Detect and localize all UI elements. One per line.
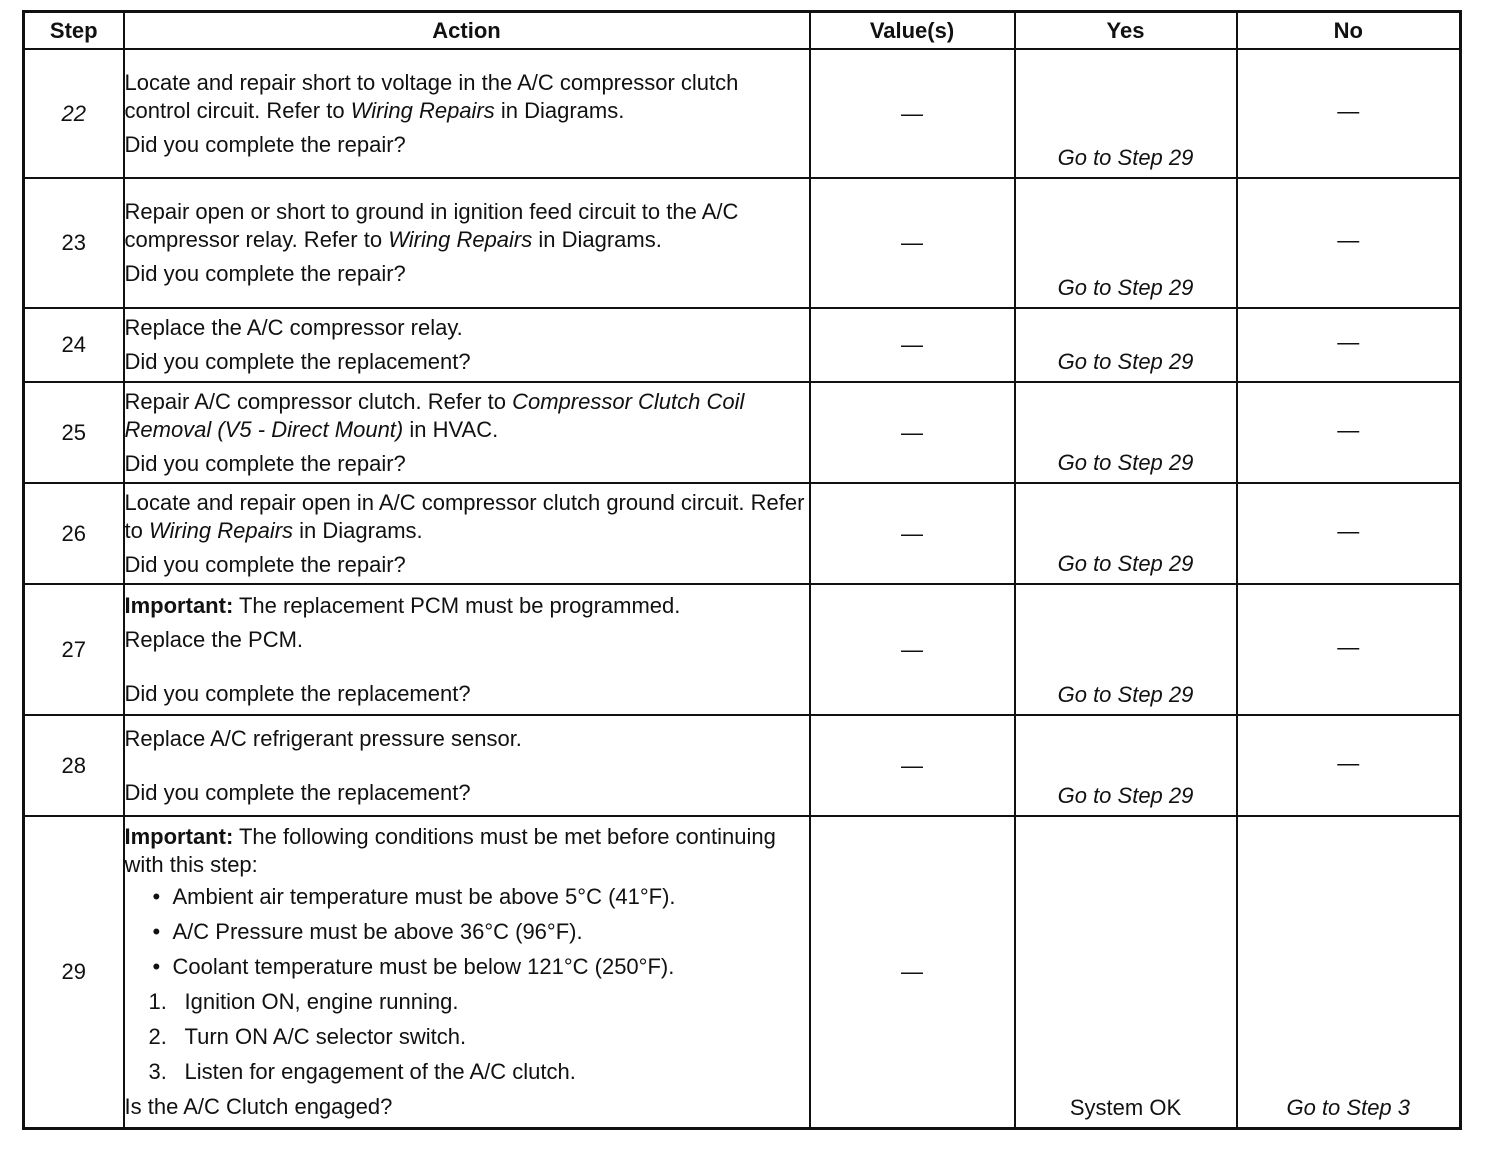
- no-result: —: [1337, 633, 1360, 659]
- value-cell: —: [810, 483, 1015, 584]
- yes-cell: [1015, 483, 1237, 584]
- value-cell: —: [810, 715, 1015, 816]
- action-question: Did you complete the replacement?: [124, 680, 471, 706]
- yes-result: Go to Step 29: [1057, 551, 1194, 576]
- condition-list: [125, 883, 809, 981]
- no-result: —: [1337, 329, 1360, 355]
- table-row: [24, 308, 1461, 382]
- action-cell: [124, 483, 810, 584]
- list-item: • Coolant temperature must be below 121°C (250°F).: [149, 953, 809, 981]
- value-cell: —: [810, 816, 1015, 1128]
- table-header-row: [24, 12, 1461, 50]
- no-cell: [1237, 715, 1461, 816]
- yes-result: Go to Step 29: [1057, 783, 1194, 808]
- header-step: Step: [24, 12, 124, 50]
- action-question: Did you complete the repair?: [124, 261, 406, 286]
- action-text: [125, 198, 809, 254]
- list-text: Turn ON A/C selector switch.: [184, 1023, 467, 1049]
- yes-result: Go to Step 29: [1057, 145, 1194, 170]
- important-label: Important:: [124, 823, 234, 849]
- no-cell: [1237, 816, 1461, 1128]
- reference-link: Wiring Repairs: [388, 227, 533, 252]
- list-item: • A/C Pressure must be above 36°C (96°F).: [149, 918, 809, 946]
- yes-result: Go to Step 29: [1057, 275, 1194, 300]
- yes-cell: [1015, 178, 1237, 308]
- action-question: Is the A/C Clutch engaged?: [124, 1093, 393, 1119]
- action-cell: [124, 816, 810, 1128]
- no-result: —: [1337, 97, 1360, 123]
- step-number: 29: [24, 816, 124, 1128]
- header-no: No: [1237, 12, 1461, 50]
- no-result: —: [1337, 227, 1360, 253]
- list-number: 3.: [148, 1058, 167, 1084]
- action-cell: [124, 308, 810, 382]
- value-cell: —: [810, 49, 1015, 178]
- step-number: 27: [24, 584, 124, 715]
- action-cell: [124, 382, 810, 483]
- no-cell: [1237, 483, 1461, 584]
- header-action: Action: [124, 12, 810, 50]
- header-values: Value(s): [810, 12, 1015, 50]
- action-question: Did you complete the repair?: [124, 450, 406, 476]
- value-cell: —: [810, 382, 1015, 483]
- list-item: [149, 1023, 809, 1051]
- yes-cell: [1015, 816, 1237, 1128]
- table-row: [24, 715, 1461, 816]
- no-cell: [1237, 49, 1461, 178]
- no-cell: [1237, 178, 1461, 308]
- action-text: [125, 388, 809, 444]
- step-number: 24: [24, 308, 124, 382]
- action-instruction: Repair open or short to ground in ignition feed circuit to the A/C compressor relay. Refer to: [124, 199, 739, 252]
- value-cell: —: [810, 584, 1015, 715]
- table-row: [24, 178, 1461, 308]
- yes-cell: [1015, 584, 1237, 715]
- list-item: • Ambient air temperature must be above 5°C (41°F).: [149, 883, 809, 911]
- action-text: Replace the A/C compressor relay.: [124, 315, 463, 340]
- step-number: 22: [24, 49, 124, 178]
- step-number: 28: [24, 715, 124, 816]
- no-cell: [1237, 584, 1461, 715]
- list-item: [149, 1058, 809, 1086]
- list-text: Listen for engagement of the A/C clutch.: [184, 1058, 576, 1084]
- reference-link: Wiring Repairs: [148, 517, 294, 543]
- action-instruction: Repair A/C compressor clutch. Refer to: [124, 388, 513, 414]
- action-question: Did you complete the repair?: [124, 551, 406, 577]
- action-instruction-tail: in Diagrams.: [532, 227, 662, 252]
- step-number: 23: [24, 178, 124, 308]
- value-cell: —: [810, 308, 1015, 382]
- action-instruction: Locate and repair short to voltage in the A/C compressor clutch control circuit. Refer to: [124, 69, 739, 123]
- action-text: [125, 489, 809, 545]
- no-result: —: [1337, 517, 1360, 543]
- table-row: [24, 49, 1461, 178]
- procedure-list: [125, 988, 809, 1086]
- action-cell: [124, 49, 810, 178]
- diagnostic-table-page: [22, 10, 1459, 1130]
- action-question: Did you complete the replacement?: [124, 349, 471, 374]
- important-text: The replacement PCM must be programmed.: [233, 592, 681, 618]
- action-cell: [124, 584, 810, 715]
- no-cell: [1237, 308, 1461, 382]
- yes-cell: [1015, 715, 1237, 816]
- no-cell: [1237, 382, 1461, 483]
- yes-result: Go to Step 29: [1057, 349, 1194, 374]
- no-result: —: [1337, 749, 1360, 775]
- header-yes: Yes: [1015, 12, 1237, 50]
- action-text: Replace the PCM.: [124, 626, 304, 652]
- table-row: [24, 483, 1461, 584]
- step-number: 25: [24, 382, 124, 483]
- no-result: —: [1337, 416, 1360, 442]
- reference-link: Wiring Repairs: [350, 97, 495, 123]
- table-row: [24, 816, 1461, 1128]
- step-number: 26: [24, 483, 124, 584]
- important-note: [125, 823, 809, 879]
- reference-link: Compressor Clutch Coil Removal (V5 - Direct Mount): [124, 388, 745, 442]
- action-instruction-tail: in Diagrams.: [494, 97, 625, 123]
- yes-result: Go to Step 29: [1057, 450, 1194, 475]
- important-note: [125, 592, 809, 620]
- yes-result: Go to Step 29: [1057, 682, 1194, 707]
- action-instruction-tail: in Diagrams.: [293, 517, 423, 543]
- list-text: Ignition ON, engine running.: [184, 988, 459, 1014]
- action-cell: [124, 178, 810, 308]
- list-number: 2.: [148, 1023, 167, 1049]
- list-item: [149, 988, 809, 1016]
- yes-cell: [1015, 382, 1237, 483]
- yes-cell: [1015, 308, 1237, 382]
- list-number: 1.: [148, 988, 167, 1014]
- diagnostic-table: [22, 10, 1462, 1130]
- table-row: [24, 584, 1461, 715]
- yes-result: System OK: [1069, 1094, 1182, 1120]
- action-cell: [124, 715, 810, 816]
- table-row: [24, 382, 1461, 483]
- no-result: Go to Step 3: [1286, 1094, 1411, 1120]
- action-instruction: Locate and repair open in A/C compressor clutch ground circuit. Refer to: [124, 489, 805, 543]
- yes-cell: [1015, 49, 1237, 178]
- action-instruction-tail: in HVAC.: [403, 416, 499, 442]
- action-text: [125, 69, 809, 125]
- action-question: Did you complete the repair?: [124, 131, 406, 157]
- important-label: Important:: [124, 592, 234, 618]
- important-text: The following conditions must be met before continuing with this step:: [124, 823, 776, 877]
- value-cell: —: [810, 178, 1015, 308]
- action-text: Replace A/C refrigerant pressure sensor.: [124, 725, 522, 751]
- action-question: Did you complete the replacement?: [124, 779, 471, 805]
